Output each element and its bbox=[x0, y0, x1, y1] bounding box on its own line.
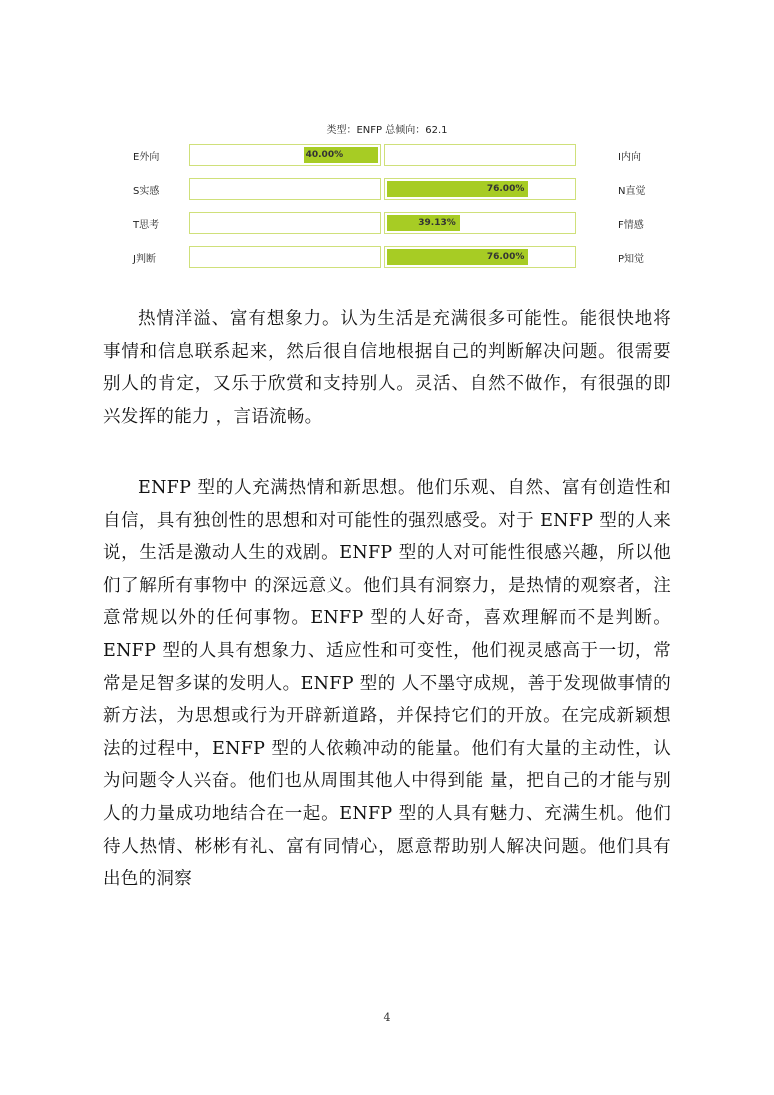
paragraph-description: ENFP 型的人充满热情和新思想。他们乐观、自然、富有创造性和自信，具有独创性的思想和对可能性的强烈感受。对于 ENFP 型的人来说，生活是激动人生的戏剧。ENFP 型的人对可能性很感兴趣，所以他们了解所有事物中 的深远意义。他们具有洞察力，是热情的观察者，注意常规以外的任何事物。ENFP 型的人好奇，喜欢理解而不是判断。ENFP 型的人具有想象力、适应性和可变性，他们视灵感高于一切，常常是足智多谋的发明人。ENFP 型的 人不墨守成规，善于发现做事情的新方法，为思想或行为开辟新道路，并保持它们的开放。在完成新颖想法的过程中，ENFP 型的人依赖冲动的能量。他们有大量的主动性，认为问题令人兴奋。他们也从周围其他人中得到能 量，把自己的才能与别人的力量成功地结合在一起。ENFP 型的人具有魅力、充满生机。他们待人热情、彬彬有礼、富有同情心，愿意帮助别人解决问题。他们具有出色的洞察 bbox=[103, 478, 671, 890]
right-track bbox=[384, 212, 576, 234]
chart-title: 类型：ENFP 总倾向：62.1 bbox=[326, 125, 448, 136]
left-track bbox=[189, 246, 381, 268]
left-track bbox=[189, 144, 381, 166]
left-label: J判断 bbox=[133, 254, 156, 265]
right-label: P知觉 bbox=[618, 254, 645, 265]
right-track bbox=[384, 246, 576, 268]
paragraph-summary: 热情洋溢、富有想象力。认为生活是充满很多可能性。能很快地将事情和信息联系起来，然后很自信地根据自己的判断解决问题。很需要别人的肯定，又乐于欣赏和支持别人。灵活、自然不做作，有很强的即兴发挥的能力 ，言语流畅。 bbox=[103, 309, 671, 427]
left-label: T思考 bbox=[133, 220, 160, 231]
preference-bar: 40.00% bbox=[304, 147, 378, 163]
left-label: E外向 bbox=[133, 152, 160, 163]
dimension-row-ei bbox=[0, 144, 774, 166]
right-label: N直觉 bbox=[618, 186, 646, 197]
right-track bbox=[384, 144, 576, 166]
preference-bar: 76.00% bbox=[387, 181, 528, 197]
preference-bar: 39.13% bbox=[387, 215, 460, 231]
left-label: S实感 bbox=[133, 186, 160, 197]
mbti-result-chart bbox=[0, 0, 774, 280]
right-label: I内向 bbox=[618, 152, 641, 163]
dimension-row-tf bbox=[0, 212, 774, 234]
right-label: F情感 bbox=[618, 220, 644, 231]
preference-bar: 76.00% bbox=[387, 249, 528, 265]
dimension-row-sn bbox=[0, 178, 774, 200]
page-number: 4 bbox=[383, 1011, 391, 1024]
right-track bbox=[384, 178, 576, 200]
left-track bbox=[189, 212, 381, 234]
dimension-row-jp bbox=[0, 246, 774, 268]
left-track bbox=[189, 178, 381, 200]
